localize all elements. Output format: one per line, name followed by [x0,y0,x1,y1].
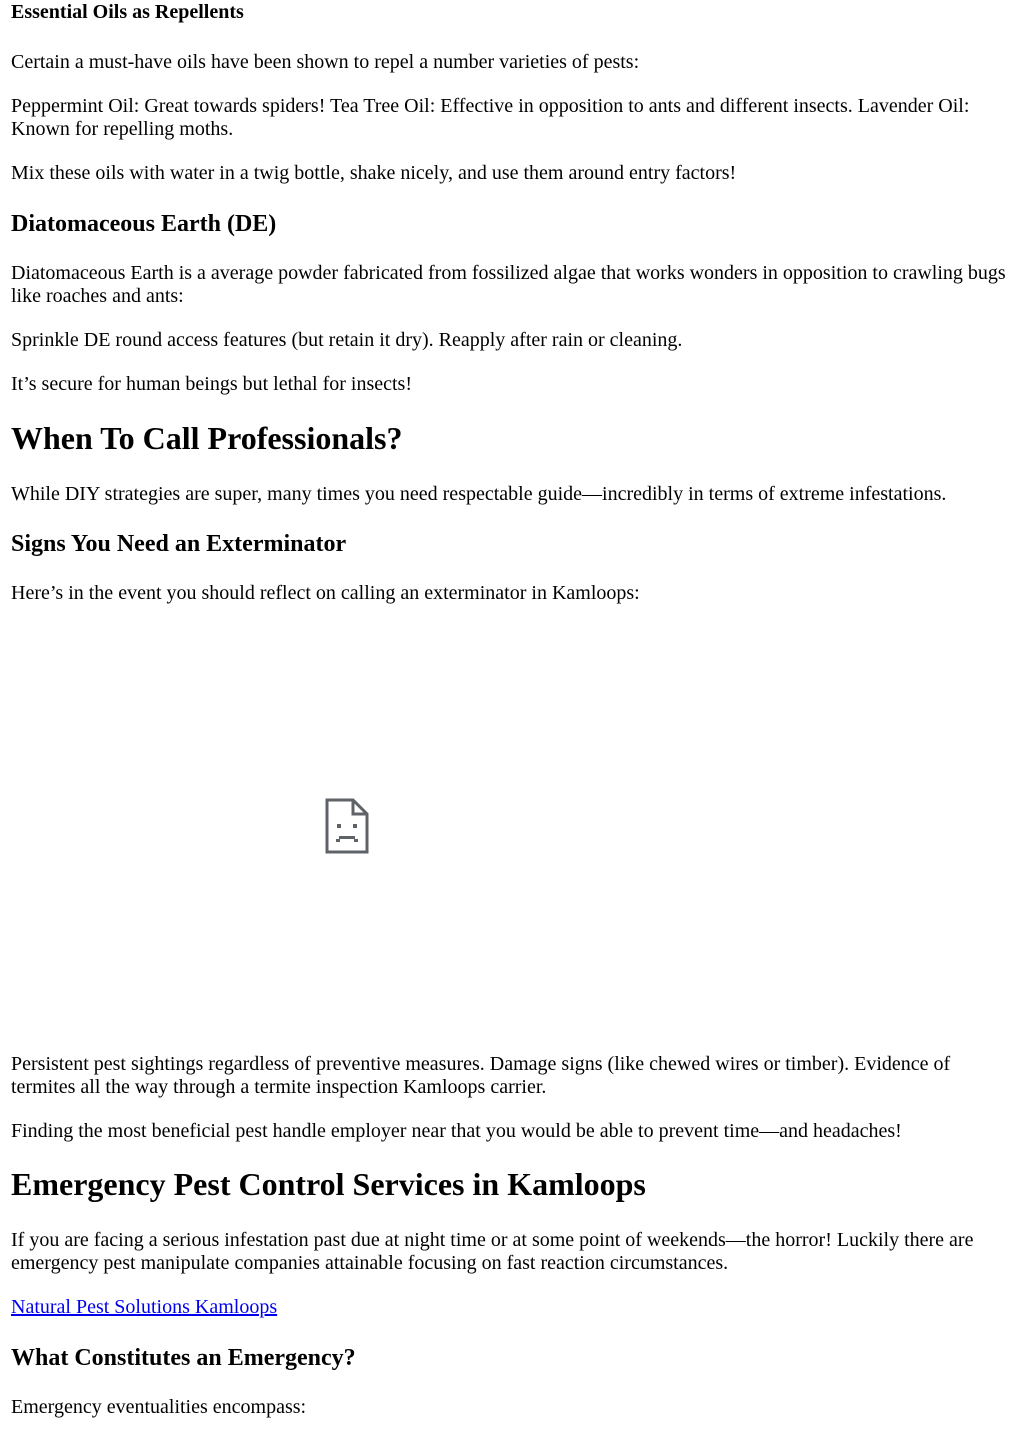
heading-emergency-services: Emergency Pest Control Services in Kamloops [11,1166,646,1202]
heading-signs-exterminator: Signs You Need an Exterminator [11,531,347,557]
paragraph-eventualities: Emergency eventualities encompass: [11,1396,307,1418]
paragraph-de-secure: It’s secure for human beings but lethal for insects! [11,373,412,395]
paragraph-oils-mix: Mix these oils with water in a twig bottle, shake nicely, and use them around entry factors! [11,162,737,184]
heading-essential-oils: Essential Oils as Repellents [11,1,244,23]
paragraph-de-sprinkle: Sprinkle DE round access features (but retain it dry). Reapply after rain or cleaning. [11,329,683,351]
heading-when-to-call: When To Call Professionals? [11,420,403,456]
broken-image-icon [325,798,369,854]
paragraph-emergency: If you are facing a serious infestation past due at night time or at some point of weekends—the horror! Luckily there are emergency pest manipulate companies attainable focusing on fast reaction circumstances. [11,1229,974,1274]
paragraph-de-intro: Diatomaceous Earth is a average powder fabricated from fossilized algae that works wonders in opposition to crawling bugs like roaches and ants: [11,262,1006,307]
paragraph-diy: While DIY strategies are super, many times you need respectable guide—incredibly in terms of extreme infestations. [11,483,947,505]
paragraph-link [11,1296,1011,1319]
paragraph-oils-list: Peppermint Oil: Great towards spiders! Tea Tree Oil: Effective in opposition to ants and different insects. Lavender Oil: Known for repelling moths. [11,95,970,140]
paragraph-signs-intro: Here’s in the event you should reflect on calling an exterminator in Kamloops: [11,582,640,604]
paragraph-finding: Finding the most beneficial pest handle employer near that you would be able to prevent time—and headaches! [11,1120,902,1142]
heading-diatomaceous-earth: Diatomaceous Earth (DE) [11,211,277,237]
paragraph-oils-intro: Certain a must-have oils have been shown to repel a number varieties of pests: [11,51,640,73]
heading-what-constitutes: What Constitutes an Emergency? [11,1345,356,1371]
natural-pest-solutions-link[interactable]: Natural Pest Solutions Kamloops [11,1296,278,1318]
broken-image [11,620,711,1050]
paragraph-signs-list: Persistent pest sightings regardless of preventive measures. Damage signs (like chewed wires or timber). Evidence of termites all the way through a termite inspection Kamloops carrier. [11,1053,951,1098]
